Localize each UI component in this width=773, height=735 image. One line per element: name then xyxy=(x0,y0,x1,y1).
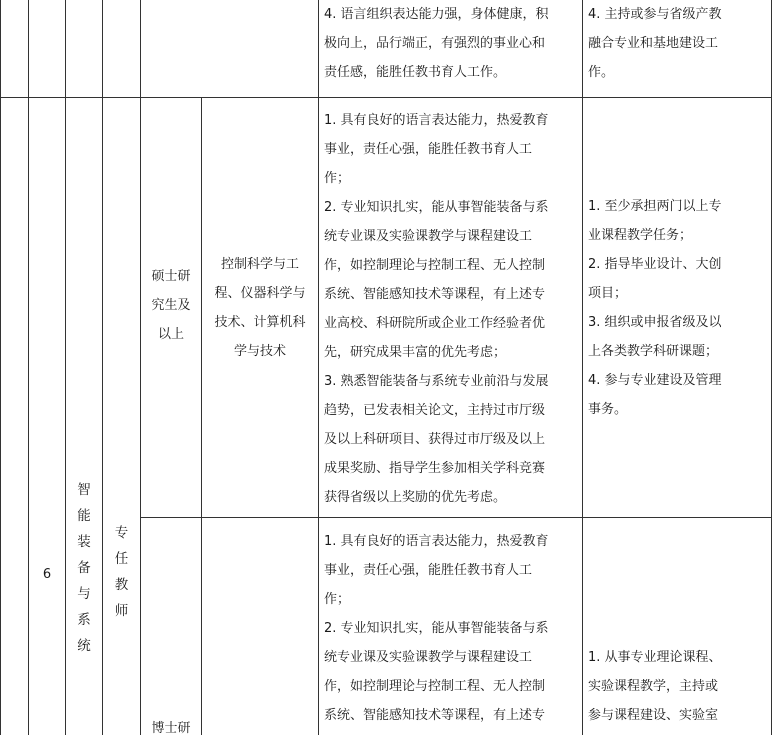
requirement-line: 获得省级以上奖励的优先考虑。 xyxy=(324,490,507,505)
table-col-divider xyxy=(28,0,29,735)
major-line: 技术、计算机科 xyxy=(214,315,306,330)
table-col-divider xyxy=(201,98,202,735)
requirement-line: 极向上，品行端正，有强烈的事业心和 xyxy=(324,36,546,51)
department-char: 系 xyxy=(77,612,91,628)
position-name xyxy=(103,520,140,624)
table-row-divider xyxy=(140,517,772,518)
duties-cell xyxy=(583,192,771,424)
requirement-line: 作，如控制理论与控制工程、无人控制 xyxy=(324,258,546,273)
major-line: 程、仪器科学与 xyxy=(214,286,306,301)
requirement-line: 事业，责任心强，能胜任教书育人工 xyxy=(324,563,533,578)
table-border-left xyxy=(0,0,1,735)
department-char: 智 xyxy=(77,482,91,498)
department-char: 备 xyxy=(77,560,91,576)
requirement-line: 趋势，已发表相关论文，主持过市厅级 xyxy=(324,403,546,418)
requirement-line: 3. 熟悉智能装备与系统专业前沿与发展 xyxy=(324,374,549,389)
duty-line: 1. 从事专业理论课程、 xyxy=(588,650,722,665)
requirement-line: 2. 专业知识扎实，能从事智能装备与系 xyxy=(324,200,549,215)
requirement-line: 系统、智能感知技术等课程，有上述专 xyxy=(324,708,546,723)
department-char: 统 xyxy=(77,638,91,654)
requirement-line: 先，研究成果丰富的优先考虑； xyxy=(324,345,507,360)
duty-line: 3. 组织或申报省级及以 xyxy=(588,315,722,330)
department-char: 能 xyxy=(77,508,91,524)
duties-cell xyxy=(583,643,771,730)
education-requirement xyxy=(141,262,201,349)
position-char: 专 xyxy=(114,525,129,541)
requirement-line: 统专业课及实验课教学与课程建设工 xyxy=(324,229,533,244)
duty-line: 业课程教学任务； xyxy=(588,228,693,243)
education-requirement xyxy=(141,714,201,735)
department-char: 与 xyxy=(77,586,91,602)
duty-line: 参与课程建设、实验室 xyxy=(588,708,719,723)
requirement-line: 责任感，能胜任教书育人工作。 xyxy=(324,65,507,80)
duties-cell xyxy=(583,0,771,97)
major-requirement xyxy=(202,250,318,366)
requirement-line: 业高校、科研院所或企业工作经验者优 xyxy=(324,316,546,331)
requirements-cell xyxy=(319,106,582,512)
major-line: 学与技术 xyxy=(233,344,286,359)
department-char: 装 xyxy=(77,534,91,550)
row-index: 6 xyxy=(42,567,52,582)
position-char: 任 xyxy=(114,551,129,567)
duty-line: 事务。 xyxy=(588,402,628,417)
requirement-line: 成果奖励、指导学生参加相关学科竞赛 xyxy=(324,461,546,476)
requirement-line: 及以上科研项目、获得过市厅级及以上 xyxy=(324,432,546,447)
duty-line: 4. 参与专业建设及管理 xyxy=(588,373,722,388)
requirement-line: 事业，责任心强，能胜任教书育人工 xyxy=(324,142,533,157)
table-col-divider xyxy=(102,0,103,735)
table-border-right xyxy=(771,0,772,735)
position-char: 教 xyxy=(114,577,129,593)
requirement-line: 1. 具有良好的语言表达能力，热爱教育 xyxy=(324,534,549,549)
requirement-line: 作； xyxy=(324,171,351,186)
duty-line: 项目； xyxy=(588,286,628,301)
major-line: 控制科学与工 xyxy=(220,257,299,272)
duty-line: 4. 主持或参与省级产教 xyxy=(588,7,722,22)
requirement-line: 作； xyxy=(324,592,351,607)
requirements-cell xyxy=(319,0,582,97)
requirements-cell xyxy=(319,527,582,730)
requirement-line: 4. 语言组织表达能力强，身体健康，积 xyxy=(324,7,549,22)
duty-line: 实验课程教学，主持或 xyxy=(588,679,719,694)
education-line: 硕士研 xyxy=(151,269,191,284)
education-line: 究生及 xyxy=(151,298,191,313)
table-col-divider xyxy=(140,0,141,735)
table-row-divider xyxy=(0,97,772,98)
requirement-line: 系统、智能感知技术等课程，有上述专 xyxy=(324,287,546,302)
requirement-line: 2. 专业知识扎实，能从事智能装备与系 xyxy=(324,621,549,636)
department-name xyxy=(66,477,102,659)
requirement-line: 作，如控制理论与控制工程、无人控制 xyxy=(324,679,546,694)
duty-line: 2. 指导毕业设计、大创 xyxy=(588,257,722,272)
requirement-line: 1. 具有良好的语言表达能力，热爱教育 xyxy=(324,113,549,128)
requirement-line: 统专业课及实验课教学与课程建设工 xyxy=(324,650,533,665)
education-line: 以上 xyxy=(157,327,184,342)
duty-line: 作。 xyxy=(588,65,615,80)
duty-line: 1. 至少承担两门以上专 xyxy=(588,199,722,214)
duty-line: 上各类教学科研课题； xyxy=(588,344,719,359)
position-char: 师 xyxy=(114,603,129,619)
duty-line: 融合专业和基地建设工 xyxy=(588,36,719,51)
education-line: 博士研 xyxy=(151,721,191,735)
